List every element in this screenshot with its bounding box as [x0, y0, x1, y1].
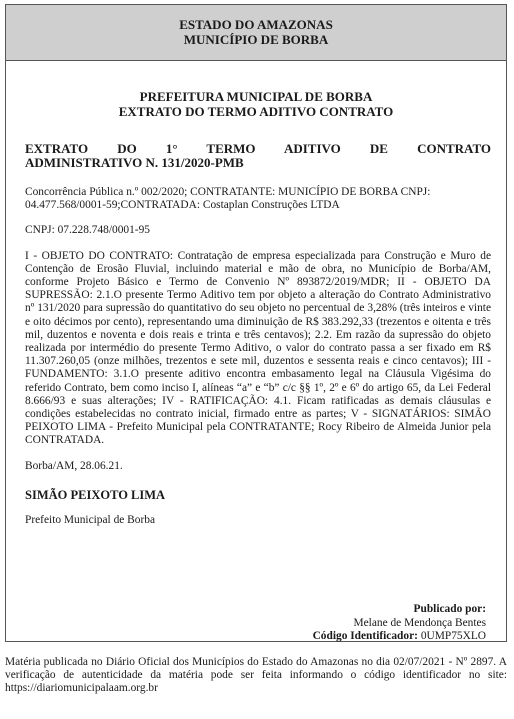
- document-frame: [5, 4, 507, 642]
- extract-title-line1: EXTRATO DO 1° TERMO ADITIVO DE CONTRATO: [25, 141, 491, 156]
- extract-title-line2: ADMINISTRATIVO N. 131/2020-PMB: [25, 155, 244, 170]
- place-date: Borba/AM, 28.06.21.: [25, 459, 123, 472]
- extract-title: [25, 142, 491, 170]
- extract-content: [25, 142, 491, 527]
- prefeitura-heading: [6, 89, 506, 119]
- publication-info: [313, 603, 486, 644]
- state-name: ESTADO DO AMAZONAS: [179, 17, 333, 32]
- cnpj-text: CNPJ: 07.228.748/0001-95: [25, 224, 150, 237]
- published-by-label: Publicado por:: [413, 603, 486, 615]
- publication-footer: Matéria publicada no Diário Oficial dos Municípios do Estado do Amazonas no dia 02/07/2021 - Nº 2897. A verificação de autenticidade da matéria pode ser feita informando o código identificador no site: https://diariomunicipalaam.org.br: [5, 656, 507, 695]
- state-header: [6, 5, 506, 61]
- municipality-name: MUNICÍPIO DE BORBA: [183, 32, 329, 47]
- signer-role: Prefeito Municipal de Borba: [25, 514, 156, 527]
- identifier-code-value: 0UMP75XLO: [420, 630, 486, 642]
- concorrencia-text: Concorrência Pública n.º 002/2020; CONTRATANTE: MUNICÍPIO DE BORBA CNPJ: 04.477.568/0001-59;CONTRATADA: Costaplan Construções LTDA: [25, 186, 431, 212]
- publisher-name: Melane de Mendonça Bentes: [353, 616, 486, 629]
- extract-body: I - OBJETO DO CONTRATO: Contratação de empresa especializada para Construção e Muro de Contenção de Erosão Fluvial, incluindo material e mão de obra, no Município de Borba/AM, conforme Projeto Básico e Termo de Convenio Nº 893872/2019/MDR; II - OBJETO DA SUPRESSÃO: 2.1.O presente Termo Aditivo tem por objeto a alteração do Contrato Administrativo nº 131/2020 para supressão do quantitativo do seu objeto no percentual de 3,28% (três inteiros e vinte e oito décimos por cento), representando uma diminuição de R$ 383.292,33 (trezentos e oitenta e três mil, duzentos e noventa e dois reais e trinta e três centavos); 2.2. Em razão da supressão do objeto realizada por intermédio do presente Termo Aditivo, o valor do contrato passa a ser fixado em R$ 11.307.260,05 (onze milhões, trezentos e sete mil, duzentos e sessenta reais e cinco centavos); III - FUNDAMENTO: 3.1.O presente aditivo encontra embasamento legal na Cláusula Vigésima do referido Contrato, bem como inciso I, alíneas “a” e “b” c/c §§ 1º, 2º e 6º do artigo 65, da Lei Federal 8.666/93 e suas alterações; IV - RATIFICAÇÃO: 4.1. Ficam ratificadas as demais cláusulas e condições estabelecidas no contrato inicial, firmado entre as partes; V - SIGNATÁRIOS: SIMÃO PEIXOTO LIMA - Prefeito Municipal pela CONTRATANTE; Rocy Ribeiro de Almeida Junior pela CONTRATADA.: [25, 249, 491, 447]
- identifier-code: [313, 630, 486, 644]
- prefeitura-subtitle: EXTRATO DO TERMO ADITIVO CONTRATO: [118, 104, 394, 119]
- identifier-code-label: Código Identificador:: [312, 630, 418, 642]
- prefeitura-name: PREFEITURA MUNICIPAL DE BORBA: [139, 89, 373, 104]
- signer-name: SIMÃO PEIXOTO LIMA: [25, 487, 166, 502]
